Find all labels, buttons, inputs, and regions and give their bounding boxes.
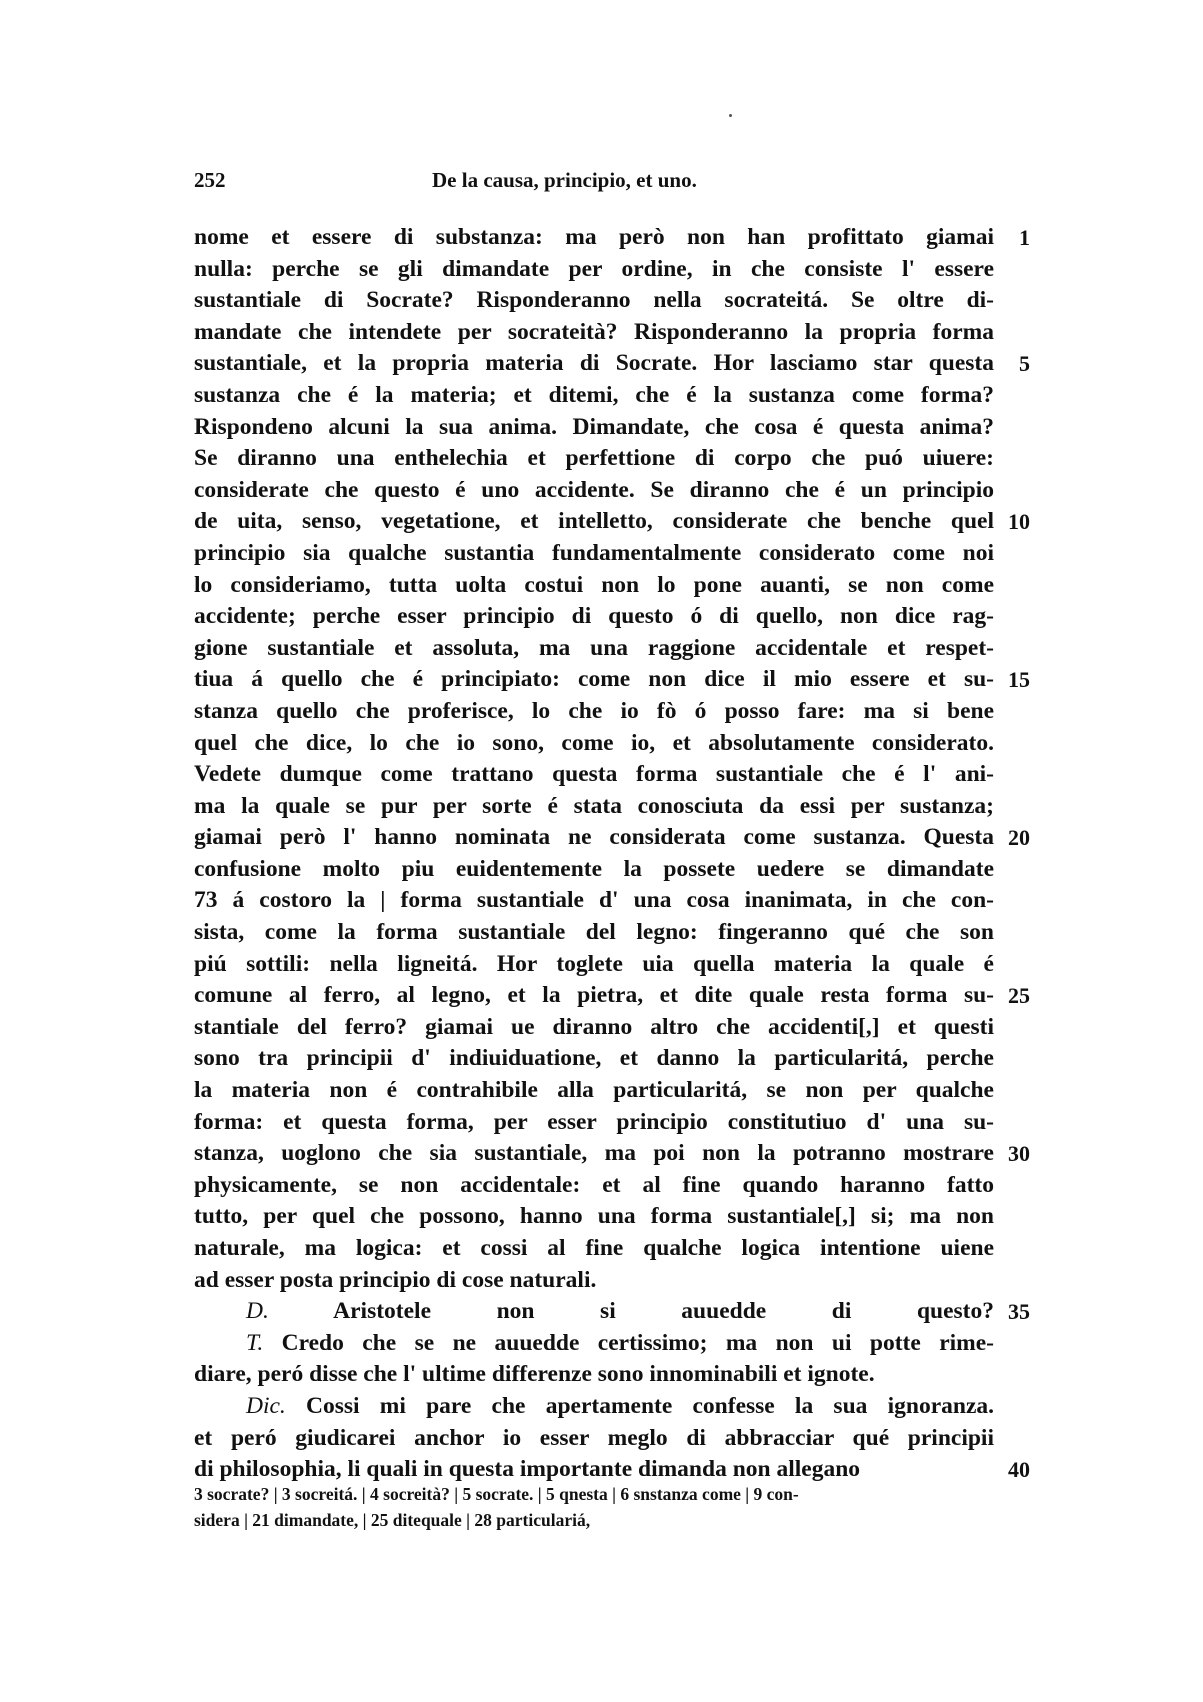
text-line bbox=[194, 348, 1030, 380]
line-text: sono tra principii d' indiuiduatione, et danno la particularitá, perche bbox=[194, 1045, 994, 1072]
line-text: mandate che intendete per socrateità? Risponderanno la propria forma bbox=[194, 318, 994, 345]
text-line bbox=[194, 285, 1014, 317]
text-line bbox=[194, 759, 1014, 791]
line-text: 73 á costoro la | forma sustantiale d' una cosa inanimata, in che con- bbox=[194, 887, 994, 914]
line-text: giamai però l' hanno nominata ne considerata come sustanza. Questa bbox=[194, 824, 994, 851]
line-number: 5 bbox=[1019, 351, 1030, 377]
line-text: ma la quale se pur per sorte é stata conosciuta da essi per sustanza; bbox=[194, 792, 994, 819]
text-line bbox=[194, 538, 1014, 570]
footnote-line: 3 socrate? | 3 socreitá. | 4 socreità? | 5 socrate. | 5 qnesta | 6 snstanza come | 9 con- bbox=[194, 1484, 799, 1504]
text-line bbox=[194, 1075, 1014, 1107]
text-line bbox=[194, 633, 1014, 665]
running-head bbox=[194, 168, 1014, 198]
text-line bbox=[194, 1328, 1014, 1360]
line-text: nulla: perche se gli dimandate per ordine, in che consiste l' essere bbox=[194, 255, 994, 282]
line-text: considerate che questo é uno accidente. Se diranno che é un principio bbox=[194, 476, 994, 503]
footnotes bbox=[194, 1481, 1034, 1533]
line-text: piú sottili: nella ligneitá. Hor toglete uia quella materia la quale é bbox=[194, 950, 994, 977]
text-line bbox=[194, 854, 1014, 886]
line-text: de uita, senso, vegetatione, et intelletto, considerate che benche quel bbox=[194, 508, 994, 535]
line-text: lo consideriamo, tutta uolta costui non lo pone auanti, se non come bbox=[194, 571, 994, 598]
text-line bbox=[194, 917, 1014, 949]
line-text: sista, come la forma sustantiale del legno: fingeranno qué che son bbox=[194, 919, 994, 946]
line-text: physicamente, se non accidentale: et al fine quando haranno fatto bbox=[194, 1171, 994, 1198]
line-text: ad esser posta principio di cose naturali. bbox=[194, 1266, 597, 1293]
line-text: confusione molto piu euidentemente la possete uedere se dimandate bbox=[194, 855, 994, 882]
text-line bbox=[194, 728, 1014, 760]
line-text bbox=[194, 1391, 994, 1423]
text-line bbox=[194, 412, 1014, 444]
line-number: 30 bbox=[1008, 1141, 1030, 1167]
speech-text: Credo che se ne auuedde certissimo; ma non ui potte rime- bbox=[263, 1329, 994, 1356]
line-text: et peró giudicarei anchor io esser meglo di abbracciar qué principii bbox=[194, 1424, 994, 1451]
text-line bbox=[194, 1012, 1014, 1044]
text-line bbox=[194, 1043, 1014, 1075]
speaker-label: D. bbox=[246, 1298, 269, 1325]
text-line bbox=[194, 1265, 1014, 1297]
running-title: De la causa, principio, et uno. bbox=[432, 168, 697, 192]
text-line bbox=[194, 980, 1030, 1012]
text-line bbox=[194, 664, 1030, 696]
line-text: accidente; perche esser principio di questo ó di quello, non dice rag- bbox=[194, 603, 994, 630]
text-line bbox=[194, 254, 1014, 286]
line-text: Rispondeno alcuni la sua anima. Dimandate, che cosa é questa anima? bbox=[194, 413, 994, 440]
printing-dot bbox=[729, 114, 732, 117]
text-line bbox=[194, 380, 1014, 412]
text-line bbox=[194, 1296, 1030, 1328]
line-text: gione sustantiale et assoluta, ma una raggione accidentale et respet- bbox=[194, 634, 994, 661]
text-line bbox=[194, 1423, 1014, 1455]
text-line bbox=[194, 570, 1014, 602]
line-number: 15 bbox=[1008, 667, 1030, 693]
page-number: 252 bbox=[194, 168, 226, 192]
line-text: stantiale del ferro? giamai ue diranno altro che accidenti[,] et questi bbox=[194, 1013, 994, 1040]
line-text: Vedete dumque come trattano questa forma sustantiale che é l' ani- bbox=[194, 761, 994, 788]
line-number: 20 bbox=[1008, 825, 1030, 851]
speech-text: Aristotele non si auuedde di questo? bbox=[268, 1298, 994, 1325]
text-line bbox=[194, 1138, 1030, 1170]
line-text bbox=[194, 1328, 994, 1360]
speaker-label: T. bbox=[246, 1329, 264, 1356]
text-line bbox=[194, 696, 1014, 728]
text-line bbox=[194, 222, 1030, 254]
text-line bbox=[194, 1107, 1014, 1139]
line-text: quel che dice, lo che io sono, come io, et absolutamente considerato. bbox=[194, 729, 994, 756]
line-text: tutto, per quel che possono, hanno una forma sustantiale[,] si; ma non bbox=[194, 1203, 994, 1230]
line-text: sustantiale di Socrate? Risponderanno nella socrateitá. Se oltre di- bbox=[194, 287, 994, 314]
speaker-label: Dic. bbox=[246, 1392, 286, 1419]
footnote-line: sidera | 21 dimandate, | 25 ditequale | 28 particulariá, bbox=[194, 1510, 591, 1530]
line-number: 25 bbox=[1008, 983, 1030, 1009]
line-text: di philosophia, li quali in questa importante dimanda non allegano bbox=[194, 1456, 861, 1483]
line-text: diare, peró disse che l' ultime differenze sono innominabili et ignote. bbox=[194, 1361, 875, 1388]
line-text: tiua á quello che é principiato: come non dice il mio essere et su- bbox=[194, 666, 994, 693]
line-number: 10 bbox=[1008, 509, 1030, 535]
line-text: nome et essere di substanza: ma però non han profittato giamai bbox=[194, 224, 994, 250]
text-line bbox=[194, 601, 1014, 633]
line-number: 1 bbox=[1019, 225, 1030, 250]
text-line bbox=[194, 317, 1014, 349]
text-line bbox=[194, 822, 1030, 854]
line-text: Se diranno una enthelechia et perfettione di corpo che puó uiuere: bbox=[194, 445, 994, 472]
body-text bbox=[194, 222, 1030, 1486]
text-line bbox=[194, 885, 1014, 917]
speech-text: Cossi mi pare che apertamente confesse la sua ignoranza. bbox=[285, 1392, 994, 1419]
line-text: sustantiale, et la propria materia di Socrate. Hor lasciamo star questa bbox=[194, 350, 994, 377]
text-line bbox=[194, 1391, 1014, 1423]
text-line bbox=[194, 475, 1014, 507]
text-line bbox=[194, 791, 1014, 823]
line-text: principio sia qualche sustantia fundamentalmente considerato come noi bbox=[194, 539, 994, 566]
line-text: stanza, uoglono che sia sustantiale, ma poi non la potranno mostrare bbox=[194, 1140, 994, 1167]
text-line bbox=[194, 443, 1014, 475]
text-line bbox=[194, 1170, 1014, 1202]
text-line bbox=[194, 1201, 1014, 1233]
text-line bbox=[194, 1233, 1014, 1265]
line-number: 40 bbox=[1008, 1457, 1030, 1483]
line-text: naturale, ma logica: et cossi al fine qualche logica intentione uiene bbox=[194, 1235, 994, 1261]
text-line bbox=[194, 506, 1030, 538]
line-text: sustanza che é la materia; et ditemi, che é la sustanza come forma? bbox=[194, 381, 994, 408]
line-text bbox=[194, 1296, 994, 1328]
line-text: stanza quello che proferisce, lo che io fò ó posso fare: ma si bene bbox=[194, 697, 994, 724]
line-text: forma: et questa forma, per esser principio constitutiuo d' una su- bbox=[194, 1108, 994, 1135]
line-text: comune al ferro, al legno, et la pietra, et dite quale resta forma su- bbox=[194, 982, 994, 1009]
line-text: la materia non é contrahibile alla particularitá, se non per qualche bbox=[194, 1077, 994, 1104]
line-number: 35 bbox=[1008, 1299, 1030, 1325]
text-line bbox=[194, 949, 1014, 981]
text-line bbox=[194, 1359, 1014, 1391]
